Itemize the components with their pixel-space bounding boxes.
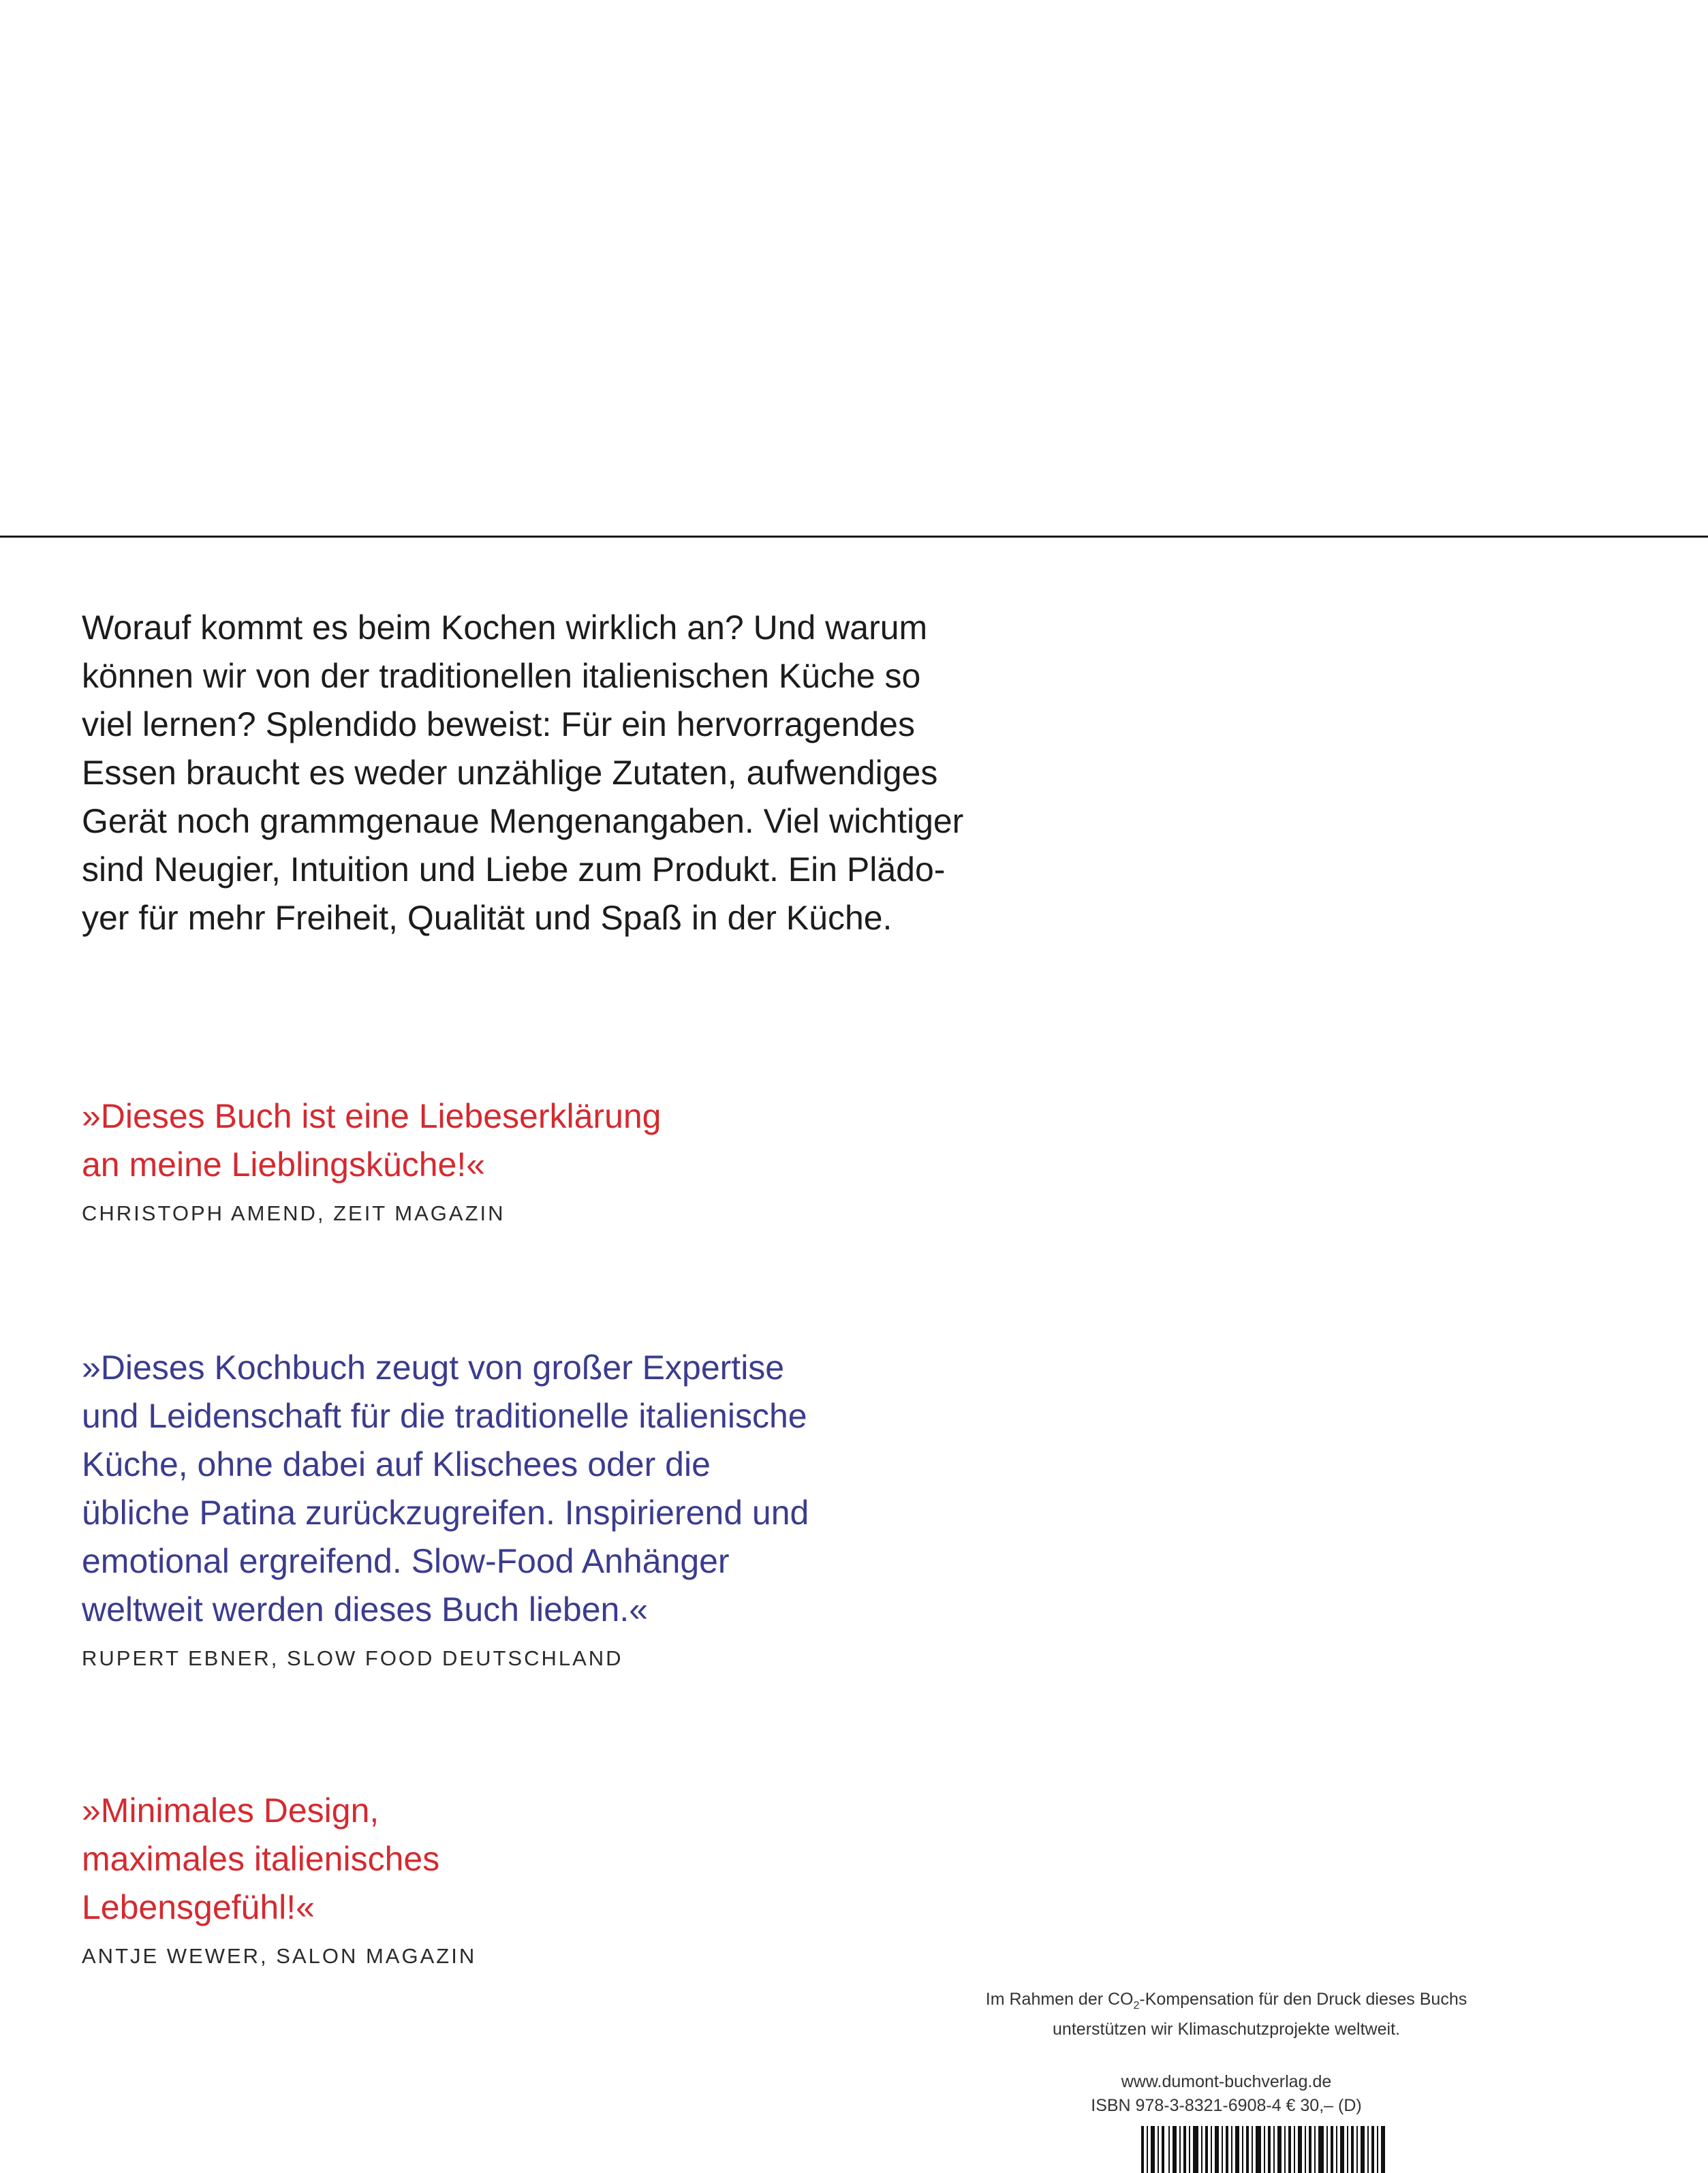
quote-line: emotional ergreifend. Slow-Food Anhänger: [82, 1542, 730, 1580]
quote-line: weltweit werden dieses Buch lieben.«: [82, 1590, 649, 1629]
publisher-info: [1063, 2070, 1390, 2118]
book-description: [82, 604, 1049, 942]
quote-text: [82, 1787, 476, 1932]
description-line: viel lernen? Splendido beweist: Für ein hervorragendes: [82, 705, 915, 743]
quote-attribution: ANTJE WEWER, SALON MAGAZIN: [82, 1944, 477, 1968]
barcode: [1141, 2126, 1386, 2173]
description-line: können wir von der traditionellen italienischen Küche so: [82, 657, 921, 695]
quote-attribution: CHRISTOPH AMEND, ZEIT MAGAZIN: [82, 1201, 506, 1225]
description-line: Worauf kommt es beim Kochen wirklich an? Und warum: [82, 608, 928, 647]
description-line: sind Neugier, Intuition und Liebe zum Produkt. Ein Plädo-: [82, 850, 946, 889]
description-line: Essen braucht es weder unzählige Zutaten, aufwendiges: [82, 754, 938, 792]
quote-line: und Leidenschaft für die traditionelle italienische: [82, 1397, 807, 1435]
horizontal-divider: [0, 536, 1708, 538]
quote-line: maximales italienisches: [82, 1840, 440, 1878]
review-quote-wewer: [82, 1787, 476, 1969]
review-quote-amend: [82, 1092, 662, 1226]
isbn-price: ISBN 978-3-8321-6908-4 € 30,– (D): [1091, 2096, 1362, 2115]
quote-line: Küche, ohne dabei auf Klischees oder die: [82, 1445, 711, 1483]
description-line: yer für mehr Freiheit, Qualität und Spaß in der Küche.: [82, 899, 892, 937]
quote-line: »Dieses Kochbuch zeugt von großer Expertise: [82, 1349, 785, 1387]
quote-text: [82, 1092, 662, 1189]
quote-line: »Dieses Buch ist eine Liebeserklärung: [82, 1097, 662, 1135]
review-quote-ebner: [82, 1344, 809, 1671]
description-line: Gerät noch grammgenaue Mengenangaben. Viel wichtiger: [82, 802, 964, 840]
quote-line: an meine Lieblingsküche!«: [82, 1145, 486, 1184]
co2-compensation-note: [981, 1988, 1472, 2041]
quote-text: [82, 1344, 809, 1634]
quote-attribution: RUPERT EBNER, SLOW FOOD DEUTSCHLAND: [82, 1646, 623, 1670]
co2-note-line-2: unterstützen wir Klimaschutzprojekte weltweit.: [1053, 2020, 1400, 2039]
co2-note-line-1: Im Rahmen der $CO_2$-Kompensation für den Druck dieses Buchs: [985, 1990, 1468, 2012]
publisher-website: www.dumont-buchverlag.de: [1121, 2072, 1332, 2091]
quote-line: »Minimales Design,: [82, 1791, 379, 1830]
quote-line: übliche Patina zurückzugreifen. Inspirierend und: [82, 1494, 809, 1532]
quote-line: Lebensgefühl!«: [82, 1888, 315, 1926]
